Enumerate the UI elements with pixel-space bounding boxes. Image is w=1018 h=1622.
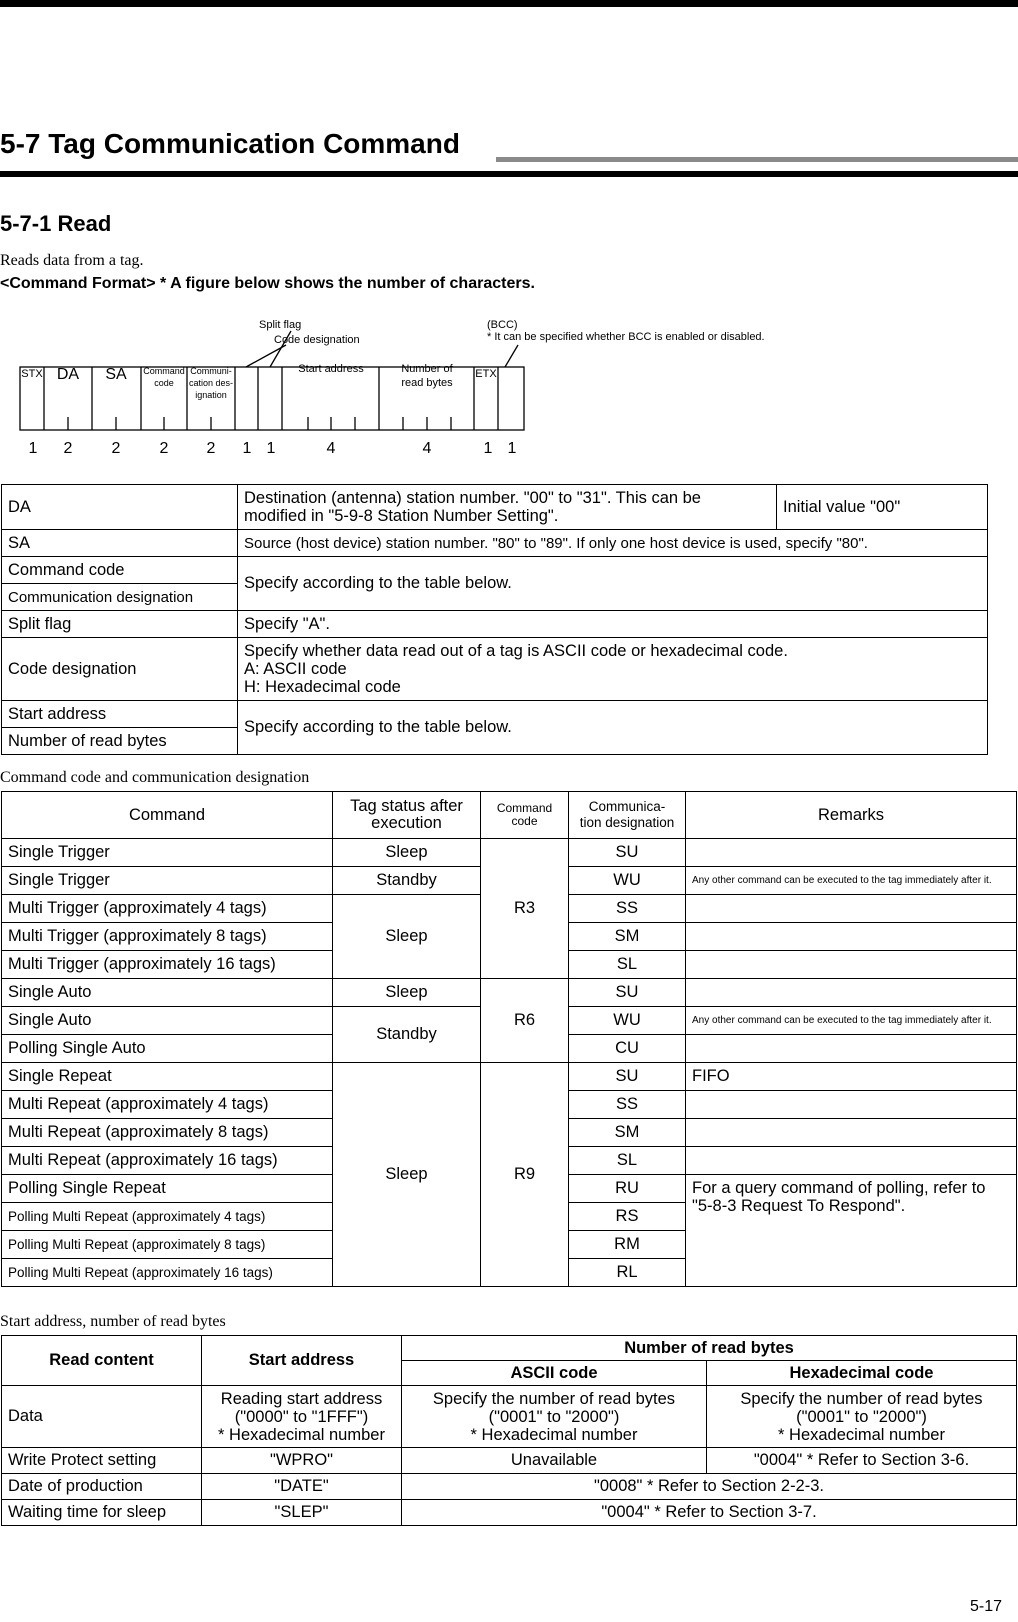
cmd-row-comm: SS [569, 895, 686, 923]
count-bcc: 1 [483, 440, 493, 457]
addr-data-hex: Specify the number of read bytes ("0001" to "2000") * Hexadecimal number [707, 1386, 1017, 1448]
addr-dop-start: "DATE" [202, 1474, 402, 1500]
count-da: 2 [63, 440, 73, 457]
count-etx: 1 [507, 440, 517, 457]
field-da: DA [56, 366, 80, 383]
cmd-row-comm: WU [569, 867, 686, 895]
field-sa: SA [105, 366, 127, 383]
addr-wp-hex: "0004" * Refer to Section 3-6. [707, 1448, 1017, 1474]
cmd-row-remarks [686, 923, 1017, 951]
field-command: Command [143, 366, 185, 376]
cmd-row-command: Single Auto [2, 979, 333, 1007]
field-number-of: Number of [401, 363, 453, 375]
count-code-designation: 1 [266, 440, 276, 457]
cmd-row-command: Multi Repeat (approximately 16 tags) [2, 1147, 333, 1175]
title-rule [0, 171, 1018, 177]
cmd-code-r3: R3 [481, 839, 569, 979]
cmd-row-comm: SS [569, 1091, 686, 1119]
field-read-bytes: read bytes [401, 377, 453, 389]
addr-dop-label: Date of production [2, 1474, 202, 1500]
addr-dop-bytes: "0008" * Refer to Section 2-2-3. [402, 1474, 1017, 1500]
cmd-row-remarks [686, 895, 1017, 923]
cmd-row-comm: RS [569, 1203, 686, 1231]
cmd-row-remarks [686, 1147, 1017, 1175]
page-title: 5-7 Tag Communication Command [0, 128, 460, 159]
addr-data-ascii: Specify the number of read bytes ("0001" to "2000") * Hexadecimal number [402, 1386, 707, 1448]
cmd-row-command: Single Trigger [2, 839, 333, 867]
cmd-row-remarks: FIFO [686, 1063, 1017, 1091]
addr-data-label: Data [2, 1386, 202, 1448]
cmd-row-status: Sleep [333, 839, 481, 867]
fields-da-label: DA [2, 485, 238, 530]
addr-header-ascii: ASCII code [402, 1361, 707, 1386]
fields-split-label: Split flag [2, 611, 238, 638]
addr-sleep-label: Waiting time for sleep [2, 1500, 202, 1526]
addr-header-hex: Hexadecimal code [707, 1361, 1017, 1386]
format-note: <Command Format> * A figure below shows the number of characters. [0, 275, 535, 292]
cmd-row-comm: CU [569, 1035, 686, 1063]
field-stx: STX [21, 368, 43, 380]
fields-start-label: Start address [2, 701, 238, 728]
field-communi: Communi- [190, 366, 232, 376]
cmd-row-comm: SM [569, 923, 686, 951]
cmd-row-command: Multi Repeat (approximately 8 tags) [2, 1119, 333, 1147]
cmd-header-command: Command [2, 792, 333, 839]
cmd-header-comm: Communica- tion designation [569, 792, 686, 839]
cmd-row-status: Sleep [333, 979, 481, 1007]
cmd-row-remarks [686, 951, 1017, 979]
section-title: 5-7-1 Read [0, 211, 112, 236]
label-bcc: (BCC) [487, 319, 518, 331]
fields-code-desc: Specify whether data read out of a tag is ASCII code or hexadecimal code. A: ASCII code H: Hexadecimal code [238, 638, 988, 701]
cmd-row-command: Multi Trigger (approximately 16 tags) [2, 951, 333, 979]
cmd-header-tag-status: Tag status after execution [333, 792, 481, 839]
cmd-row-status: Sleep [333, 1063, 481, 1287]
cmd-row-remarks: Any other command can be executed to the tag immediately after it. [686, 867, 1017, 895]
fields-start-desc: Specify according to the table below. [238, 701, 988, 755]
title-rule-grey [496, 157, 1018, 162]
count-command-code: 2 [159, 440, 169, 457]
cmd-row-command: Single Auto [2, 1007, 333, 1035]
count-read-bytes: 4 [422, 440, 432, 457]
cmd-row-command: Polling Multi Repeat (approximately 8 tags) [2, 1231, 333, 1259]
cmd-row-command: Multi Trigger (approximately 8 tags) [2, 923, 333, 951]
addr-data-start: Reading start address ("0000" to "1FFF") * Hexadecimal number [202, 1386, 402, 1448]
cmd-row-remarks [686, 979, 1017, 1007]
field-cation-des: cation des- [188, 378, 234, 388]
cmd-row-command: Multi Repeat (approximately 4 tags) [2, 1091, 333, 1119]
fields-cmd-label: Command code [2, 557, 238, 584]
cmd-row-remarks: For a query command of polling, refer to "5-8-3 Request To Respond". [686, 1175, 1017, 1287]
cmd-row-command: Polling Multi Repeat (approximately 4 tags) [2, 1203, 333, 1231]
intro-text: Reads data from a tag. [0, 252, 144, 269]
cmd-row-status: Sleep [333, 895, 481, 979]
cmd-row-status: Standby [333, 1007, 481, 1063]
cmd-row-command: Multi Trigger (approximately 4 tags) [2, 895, 333, 923]
fields-sa-desc: Source (host device) station number. "80" to "89". If only one host device is used, specify "80". [238, 530, 988, 557]
cmd-row-comm: WU [569, 1007, 686, 1035]
cmd-row-comm: RL [569, 1259, 686, 1287]
cmd-row-remarks [686, 1119, 1017, 1147]
page-number: 5-17 [969, 1598, 1002, 1615]
addr-wp-ascii: Unavailable [402, 1448, 707, 1474]
addr-wp-label: Write Protect setting [2, 1448, 202, 1474]
fields-table [1, 484, 988, 755]
count-sa: 2 [111, 440, 121, 457]
cmd-code-r9: R9 [481, 1063, 569, 1287]
label-bcc-note: * It can be specified whether BCC is enabled or disabled. [487, 331, 765, 343]
cmd-code-r6: R6 [481, 979, 569, 1063]
cmd-header-remarks: Remarks [686, 792, 1017, 839]
addr-table [1, 1335, 1017, 1526]
addr-sleep-bytes: "0004" * Refer to Section 3-7. [402, 1500, 1017, 1526]
cmd-row-command: Polling Single Repeat [2, 1175, 333, 1203]
field-start-address: Start address [298, 363, 364, 375]
cmd-row-comm: SL [569, 951, 686, 979]
count-split-flag: 1 [242, 440, 252, 457]
label-code-designation: Code designation [274, 334, 360, 346]
cmd-row-comm: SL [569, 1147, 686, 1175]
fields-comm-label: Communication designation [2, 584, 238, 611]
field-code: code [154, 378, 174, 388]
addr-header-bytes: Number of read bytes [402, 1336, 1017, 1361]
fields-cmd-desc: Specify according to the table below. [238, 557, 988, 611]
field-etx: ETX [475, 368, 497, 380]
cmd-row-remarks [686, 1035, 1017, 1063]
label-split-flag: Split flag [259, 319, 302, 331]
fields-da-initial: Initial value "00" [777, 485, 988, 530]
count-stx: 1 [28, 440, 38, 457]
cmd-row-remarks [686, 1091, 1017, 1119]
cmd-table [1, 791, 1017, 1287]
fields-sa-label: SA [2, 530, 238, 557]
cmd-row-command: Polling Single Auto [2, 1035, 333, 1063]
addr-header-start: Start address [202, 1336, 402, 1386]
cmd-row-remarks [686, 839, 1017, 867]
cmd-row-command: Single Trigger [2, 867, 333, 895]
cmd-header-cmd-code: Command code [481, 792, 569, 839]
fields-code-label: Code designation [2, 638, 238, 701]
addr-sleep-start: "SLEP" [202, 1500, 402, 1526]
count-start-address: 4 [326, 440, 336, 457]
fields-bytes-label: Number of read bytes [2, 728, 238, 755]
cmd-row-comm: SU [569, 1063, 686, 1091]
cmd-row-comm: SM [569, 1119, 686, 1147]
cmd-row-command: Single Repeat [2, 1063, 333, 1091]
cmd-row-comm: SU [569, 979, 686, 1007]
cmd-row-comm: RM [569, 1231, 686, 1259]
addr-wp-start: "WPRO" [202, 1448, 402, 1474]
top-rule [0, 0, 1018, 7]
cmd-row-command: Polling Multi Repeat (approximately 16 tags) [2, 1259, 333, 1287]
count-communication: 2 [206, 440, 216, 457]
cmd-row-comm: SU [569, 839, 686, 867]
cmd-row-status: Standby [333, 867, 481, 895]
cmd-row-comm: RU [569, 1175, 686, 1203]
addr-header-content: Read content [2, 1336, 202, 1386]
cmd-table-caption: Command code and communication designation [0, 769, 310, 786]
command-format-diagram [0, 315, 1018, 465]
addr-table-caption: Start address, number of read bytes [0, 1313, 226, 1330]
fields-split-desc: Specify "A". [238, 611, 988, 638]
fields-da-desc: Destination (antenna) station number. "00" to "31". This can be modified in "5-9-8 Station Number Setting". [238, 485, 777, 530]
field-ignation: ignation [195, 390, 227, 400]
cmd-row-remarks: Any other command can be executed to the tag immediately after it. [686, 1007, 1017, 1035]
